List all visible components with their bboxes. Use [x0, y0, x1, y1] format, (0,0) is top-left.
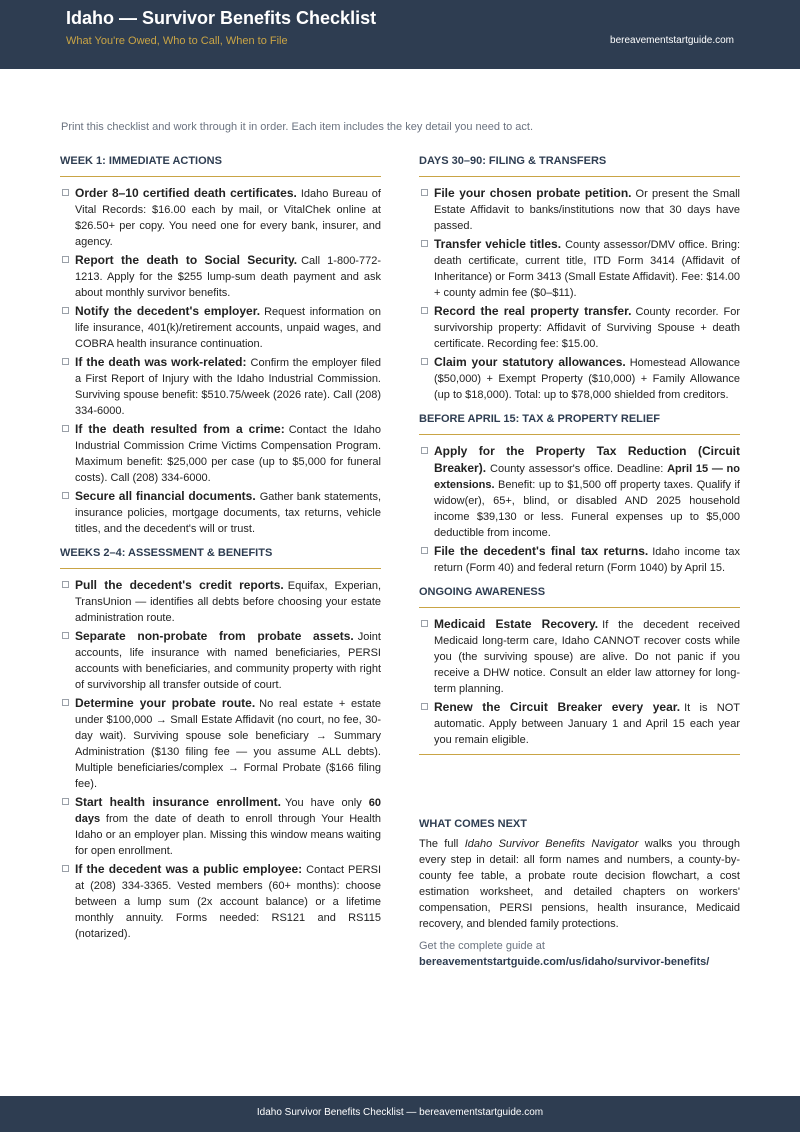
checklist-item [60, 252, 381, 301]
checkbox[interactable] [62, 798, 69, 805]
checklist-item [60, 794, 381, 859]
item-heading: Medicaid Estate Recovery. [434, 617, 599, 631]
section-title: WEEK 1: IMMEDIATE ACTIONS [60, 155, 381, 177]
item-text: It is NOT automatic. Apply between January 1 and April 15 each year you remain eligible. [434, 702, 741, 746]
checklist-item [419, 236, 740, 301]
next-body-text: walks you through every step in detail: all form names and numbers, a county-by-county fee table, a probate route decision flowchart, a cost estimation worksheet, and detailed chapters on workers' compensation, PERSI pensions, health insurance, Medicaid recovery, and blended family protections. [419, 838, 740, 930]
item-text: Request information on life insurance, 401(k)/retirement accounts, unpaid wages, and COBRA health insurance continuation. [75, 306, 382, 350]
item-heading: If the death was work-related: [75, 355, 247, 369]
item-heading: Pull the decedent's credit reports. [75, 578, 284, 592]
checkbox[interactable] [62, 256, 69, 263]
item-text: No real estate + estate under $100,000 → Small Estate Affidavit (no court, no fee, 30-day wait). Surviving spouse sole beneficiary → Summary Administration ($130 filing fee — you assume ALL debts). Multiple beneficiaries/complex → Formal Probate ($166 filing fee). [75, 698, 382, 790]
item-heading: Apply for the Property Tax Reduction (Circuit Breaker). [434, 444, 740, 475]
checkbox[interactable] [62, 358, 69, 365]
checklist-item [60, 628, 381, 693]
item-text: If the decedent received Medicaid long-term care, Idaho CANNOT recover costs while you (the surviving spouse) are alive. Do not panic if you receive a DHW notice. Consult an elder law attorney for long-term planning. [434, 619, 740, 695]
checkbox[interactable] [62, 307, 69, 314]
item-text: Contact PERSI at (208) 334-3365. Vested members (60+ months): choose between a lump sum (2x account balance) or a lifetime monthly annuity. Forms needed: RS121 and RS115 (notarized). [75, 864, 381, 940]
section-ongoing [419, 586, 740, 755]
section-title: BEFORE APRIL 15: TAX & PROPERTY RELIEF [419, 413, 740, 435]
checkbox[interactable] [421, 620, 428, 627]
item-heading: File the decedent's final tax returns. [434, 544, 649, 558]
header-site-link[interactable]: bereavementstartguide.com [610, 35, 734, 46]
guide-url-link[interactable]: bereavementstartguide.com/us/idaho/survivor-benefits/ [419, 956, 710, 968]
checkbox[interactable] [62, 492, 69, 499]
item-heading: Start health insurance enrollment. [75, 795, 282, 809]
item-text: Idaho income tax return (Form 40) and federal return (Form 1040) by April 15. [434, 546, 740, 574]
item-heading: Determine your probate route. [75, 696, 256, 710]
item-heading: If the decedent was a public employee: [75, 862, 303, 876]
section-days-30-90 [419, 155, 740, 403]
checklist-item [419, 354, 740, 403]
checkbox[interactable] [62, 581, 69, 588]
checkbox[interactable] [62, 632, 69, 639]
checkbox[interactable] [421, 447, 428, 454]
section-before-april-15 [419, 413, 740, 576]
item-heading: Secure all financial documents. [75, 489, 256, 503]
checkbox[interactable] [421, 703, 428, 710]
page-header [0, 0, 800, 69]
item-heading: If the death resulted from a crime: [75, 422, 285, 436]
checkbox[interactable] [62, 425, 69, 432]
next-body [419, 836, 740, 932]
item-text: Equifax, Experian, TransUnion — identifies all debts before choosing your estate administration route. [75, 580, 382, 624]
checklist-item [419, 303, 740, 352]
item-heading: Report the death to Social Security. [75, 253, 298, 267]
item-text: Joint accounts, life insurance with named beneficiaries, PERSI accounts with beneficiaries, and community property with right of survivorship all transfer outside of court. [75, 631, 381, 691]
checkbox[interactable] [62, 865, 69, 872]
item-heading: Transfer vehicle titles. [434, 237, 562, 251]
item-emphasis: 60 days [75, 797, 381, 825]
item-heading: File your chosen probate petition. [434, 186, 632, 200]
checkbox[interactable] [421, 189, 428, 196]
checklist-item [60, 421, 381, 486]
section-title: WEEKS 2–4: ASSESSMENT & BENEFITS [60, 547, 381, 569]
checkbox[interactable] [421, 547, 428, 554]
checklist-item [60, 185, 381, 250]
item-heading: Order 8–10 certified death certificates. [75, 186, 297, 200]
checklist-item [419, 443, 740, 541]
checkbox[interactable] [62, 189, 69, 196]
section-weeks-2-4 [60, 547, 381, 942]
page-footer: Idaho Survivor Benefits Checklist — bereavementstartguide.com [0, 1096, 800, 1132]
item-text: Homestead Allowance ($50,000) + Exempt Property ($10,000) + Family Allowance (up to $18,000). Total: up to $78,000 shielded from creditors. [434, 357, 740, 401]
next-body-text: The full [419, 838, 465, 850]
guide-name: Idaho Survivor Benefits Navigator [464, 838, 639, 850]
page-title: Idaho — Survivor Benefits Checklist [66, 8, 377, 28]
get-guide-label: Get the complete guide at [419, 940, 545, 952]
checklist-item [60, 861, 381, 942]
item-text: Gather bank statements, insurance policies, mortgage documents, tax returns, vehicle titles, and the decedent's will or trust. [75, 491, 382, 535]
checkbox[interactable] [62, 699, 69, 706]
checklist-item [60, 354, 381, 419]
item-text: County recorder. For survivorship property: Affidavit of Surviving Spouse + death certificate. Recording fee: $15.00. [434, 306, 740, 350]
section-divider [419, 754, 740, 755]
checklist-item [419, 699, 740, 748]
checklist-item [419, 185, 740, 234]
what-comes-next [419, 818, 740, 970]
checklist-item [60, 695, 381, 792]
item-text: from the date of death to enroll through Your Health Idaho or an employer plan. Missing this window means waiting for open enrollment. [75, 813, 381, 857]
item-heading: Notify the decedent's employer. [75, 304, 261, 318]
right-column [419, 155, 740, 765]
item-text: Or present the Small Estate Affidavit to banks/institutions now that 30 days have passed. [434, 188, 741, 232]
item-emphasis: April 15 — no extensions. [434, 463, 740, 491]
checkbox[interactable] [421, 307, 428, 314]
item-text: Confirm the employer filed a First Report of Injury with the Idaho Industrial Commission. Surviving spouse benefit: $510.75/week (2026 rate). Call (208) 334-6000. [75, 357, 382, 417]
item-heading: Separate non-probate from probate assets. [75, 629, 354, 643]
checkbox[interactable] [421, 240, 428, 247]
checklist-item [60, 577, 381, 626]
section-title: DAYS 30–90: FILING & TRANSFERS [419, 155, 740, 177]
section-title: ONGOING AWARENESS [419, 586, 740, 608]
checklist-item [419, 543, 740, 576]
item-text: Call 1-800-772-1213. Apply for the $255 lump-sum death payment and ask about monthly survivor benefits. [75, 255, 381, 299]
item-text: County assessor/DMV office. Bring: death certificate, current title, ITD Form 3414 (Affidavit of Inheritance) or Form 3413 (Small Estate Affidavit). Fee: $14.00 + county admin fee ($0–$11). [434, 239, 741, 299]
checklist-item [60, 488, 381, 537]
left-column [60, 155, 381, 952]
item-text: Idaho Bureau of Vital Records: $16.00 each by mail, or VitalChek online at $26.50+ per copy. You need one for every bank, insurer, and agency. [75, 188, 381, 248]
item-heading: Claim your statutory allowances. [434, 355, 626, 369]
intro-text: Print this checklist and work through it in order. Each item includes the key detail you need to act. [61, 121, 534, 133]
item-text: County assessor's office. Deadline: [490, 463, 668, 475]
checklist-item [60, 303, 381, 352]
section-week1 [60, 155, 381, 537]
next-title: WHAT COMES NEXT [419, 818, 527, 830]
checkbox[interactable] [421, 358, 428, 365]
item-heading: Renew the Circuit Breaker every year. [434, 700, 681, 714]
item-text: Contact the Idaho Industrial Commission Crime Victims Compensation Program. Maximum benefit: $25,000 per case (up to $5,000 for funeral costs). Call (208) 334-6000. [75, 424, 381, 484]
page-subtitle: What You're Owed, Who to Call, When to File [66, 35, 288, 47]
item-text: Benefit: up to $1,500 off property taxes. Qualify if widow(er), 65+, blind, or disabled AND 2025 household income $39,130 or less. Funeral expenses up to $5,000 deductible from income. [434, 479, 740, 539]
checklist-item [419, 616, 740, 697]
item-text: You have only [285, 797, 369, 809]
item-heading: Record the real property transfer. [434, 304, 632, 318]
